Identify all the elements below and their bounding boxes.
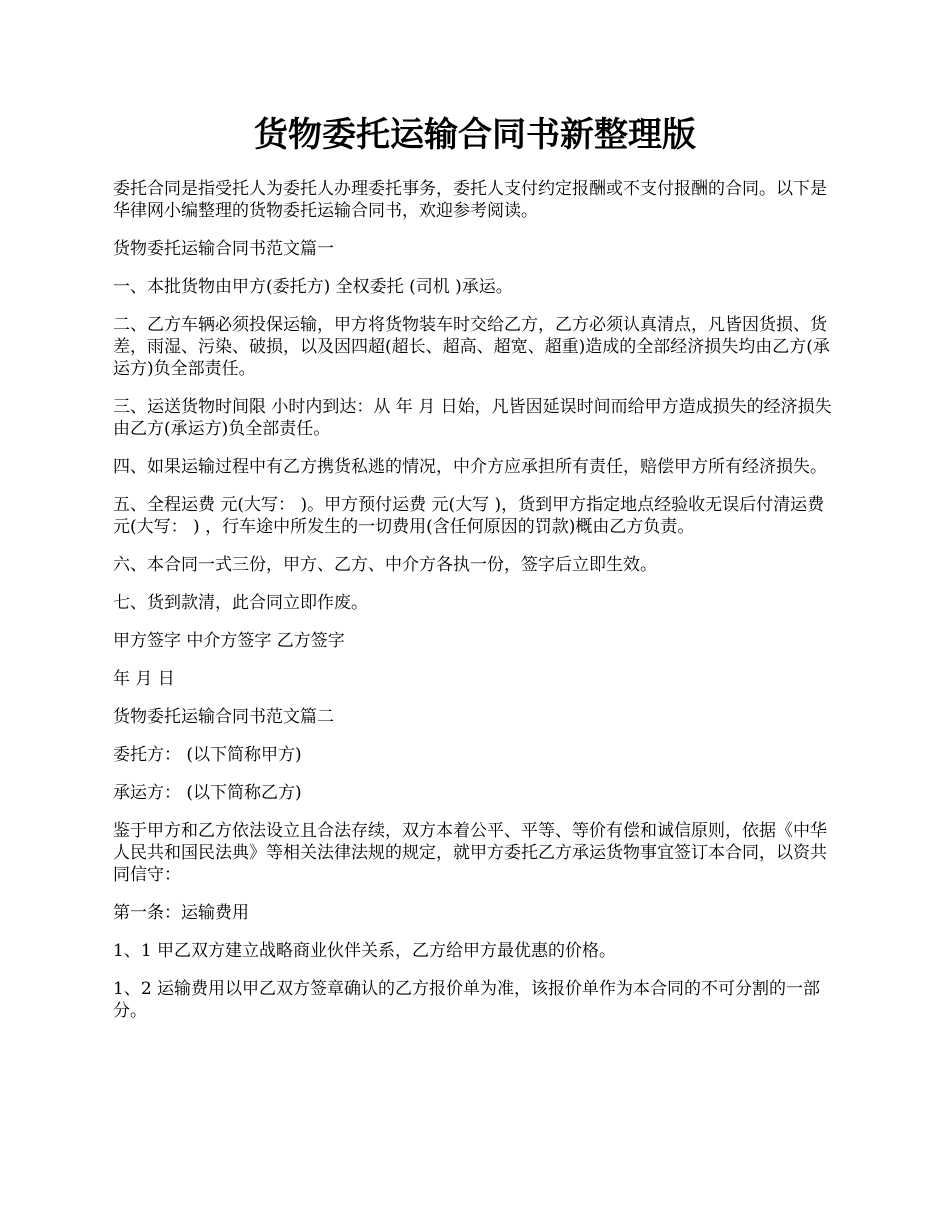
clause-6: 六、本合同一式三份，甲方、乙方、中介方各执一份，签字后立即生效。: [113, 555, 657, 575]
document-title: 货物委托运输合同书新整理版: [254, 115, 696, 155]
preamble-paragraph: 鉴于甲方和乙方依法设立且合法存续，双方本着公平、平等、等价有偿和诚信原则，依据《中华人民共和国民法典》等相关法律法规的规定，就甲方委托乙方承运货物事宜签订本合同，以资共同信守：: [113, 821, 827, 885]
article-1-1: 1、1 甲乙双方建立战略商业伙伴关系，乙方给甲方最优惠的价格。: [113, 941, 617, 961]
clause-5: 五、全程运费 元(大写： )。甲方预付运费 元(大写 )，货到甲方指定地点经验收无误后付清运费 元(大写： ) ，行车途中所发生的一切费用(含任何原因的罚款)概由乙方负责。: [113, 495, 825, 537]
client-party: 委托方： (以下简称甲方): [113, 745, 302, 765]
carrier-party: 承运方： (以下简称乙方): [113, 783, 302, 803]
clause-2: 二、乙方车辆必须投保运输，甲方将货物装车时交给乙方，乙方必须认真清点，凡皆因货损、货差，雨湿、污染、破损，以及因四超(超长、超高、超宽、超重)造成的全部经济损失均由乙方(承运方)负全部责任。: [113, 315, 830, 379]
document-body: [113, 178, 843, 1038]
section-heading-1: 货物委托运输合同书范文篇一: [113, 239, 334, 259]
article-1-2: 1、2 运输费用以甲乙双方签章确认的乙方报价单为准，该报价单作为本合同的不可分割的一部分。: [113, 979, 821, 1021]
date-line: 年 月 日: [113, 669, 175, 689]
clause-1: 一、本批货物由甲方(委托方) 全权委托 (司机 )承运。: [113, 277, 513, 297]
article-heading-1: 第一条：运输费用: [113, 903, 249, 923]
clause-3: 三、运送货物时间限 小时内到达：从 年 月 日始，凡皆因延误时间而给甲方造成损失的经济损失由乙方(承运方)负全部责任。: [113, 397, 832, 439]
clause-4: 四、如果运输过程中有乙方携货私逃的情况，中介方应承担所有责任，赔偿甲方所有经济损失。: [113, 457, 827, 477]
section-heading-2: 货物委托运输合同书范文篇二: [113, 707, 334, 727]
intro-paragraph: 委托合同是指受托人为委托人办理委托事务，委托人支付约定报酬或不支付报酬的合同。以下是华律网小编整理的货物委托运输合同书，欢迎参考阅读。: [113, 179, 827, 221]
signature-line: 甲方签字 中介方签字 乙方签字: [113, 631, 345, 651]
clause-7: 七、货到款清，此合同立即作废。: [113, 593, 368, 613]
